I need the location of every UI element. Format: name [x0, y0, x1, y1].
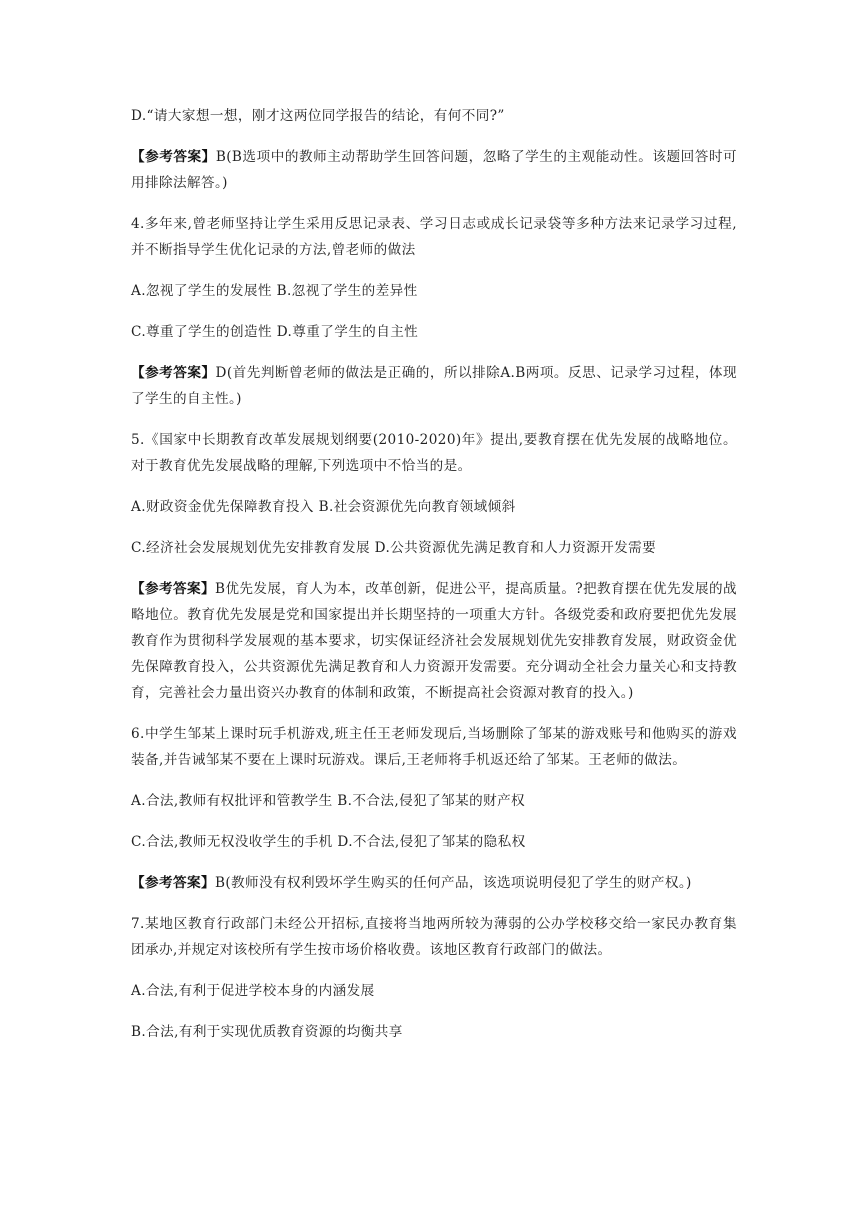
options-text: A.合法,教师有权批评和管教学生 B.不合法,侵犯了邹某的财产权: [131, 793, 526, 809]
question-text: 7.某地区教育行政部门未经公开招标,直接将当地两所较为薄弱的公办学校移交给一家民办教育集团承办,并规定对该校所有学生按市场价格收费。该地区教育行政部门的做法。: [131, 916, 737, 958]
q7-option-a: [131, 978, 737, 1004]
option-text: B.合法,有利于实现优质教育资源的均衡共享: [131, 1024, 403, 1040]
q3-option-d: [131, 103, 737, 129]
q5-options-ab: [131, 494, 737, 520]
options-text: C.经济社会发展规划优先安排教育发展 D.公共资源优先满足教育和人力资源开发需要: [131, 540, 657, 556]
answer-label: 【参考答案】: [131, 365, 216, 381]
question-text: 5.《国家中长期教育改革发展规划纲要(2010-2020)年》提出,要教育摆在优先发展的战略地位。对于教育优先发展战略的理解,下列选项中不恰当的是。: [131, 432, 737, 474]
answer-text: D(首先判断曾老师的做法是正确的，所以排除A.B两项。反思、记录学习过程，体现了学生的自主性。): [131, 365, 737, 407]
options-text: A.忽视了学生的发展性 B.忽视了学生的差异性: [131, 283, 418, 299]
q6-answer: [131, 870, 737, 896]
q5-question: [131, 427, 737, 479]
options-text: C.合法,教师无权没收学生的手机 D.不合法,侵犯了邹某的隐私权: [131, 834, 526, 850]
answer-label: 【参考答案】: [131, 875, 215, 891]
answer-label: 【参考答案】: [131, 581, 215, 597]
answer-label: 【参考答案】: [131, 149, 216, 165]
answer-text: B优先发展，育人为本，改革创新，促进公平，提高质量。?把教育摆在优先发展的战略地位。教育优先发展是党和国家提出并长期坚持的一项重大方针。各级党委和政府要把优先发展教育作为贯彻科学发展观的基本要求，切实保证经济社会发展规划优先安排教育发展，财政资金优先保障教育投入，公共资源优先满足教育和人力资源开发需要。充分调动全社会力量关心和支持教育，完善社会力量出资兴办教育的体制和政策，不断提高社会资源对教育的投入。): [131, 581, 737, 701]
answer-text: B(教师没有权利毁坏学生购买的任何产品，该选项说明侵犯了学生的财产权。): [214, 875, 692, 891]
q6-options-ab: [131, 788, 737, 814]
q5-answer: [131, 576, 737, 706]
q4-options-ab: [131, 278, 737, 304]
answer-text: B(B选项中的教师主动帮助学生回答问题，忽略了学生的主观能动性。该题回答时可用排除法解答。): [131, 149, 737, 191]
question-text: 4.多年来,曾老师坚持让学生采用反思记录表、学习日志或成长记录袋等多种方法来记录学习过程,并不断指导学生优化记录的方法,曾老师的做法: [131, 216, 737, 258]
q4-answer: [131, 360, 737, 412]
q7-option-b: [131, 1019, 737, 1045]
paragraph-text: D.“请大家想一想，刚才这两位同学报告的结论，有何不同?”: [131, 108, 505, 124]
q3-answer: [131, 144, 737, 196]
q6-question: [131, 721, 737, 773]
options-text: C.尊重了学生的创造性 D.尊重了学生的自主性: [131, 324, 419, 340]
question-text: 6.中学生邹某上课时玩手机游戏,班主任王老师发现后,当场删除了邹某的游戏账号和他购买的游戏装备,并告诫邹某不要在上课时玩游戏。课后,王老师将手机返还给了邹某。王老师的做法。: [131, 726, 737, 768]
document-body: [131, 103, 737, 1060]
q4-options-cd: [131, 319, 737, 345]
q4-question: [131, 211, 737, 263]
options-text: A.财政资金优先保障教育投入 B.社会资源优先向教育领域倾斜: [131, 499, 516, 515]
option-text: A.合法,有利于促进学校本身的内涵发展: [131, 983, 375, 999]
q5-options-cd: [131, 535, 737, 561]
q7-question: [131, 911, 737, 963]
q6-options-cd: [131, 829, 737, 855]
